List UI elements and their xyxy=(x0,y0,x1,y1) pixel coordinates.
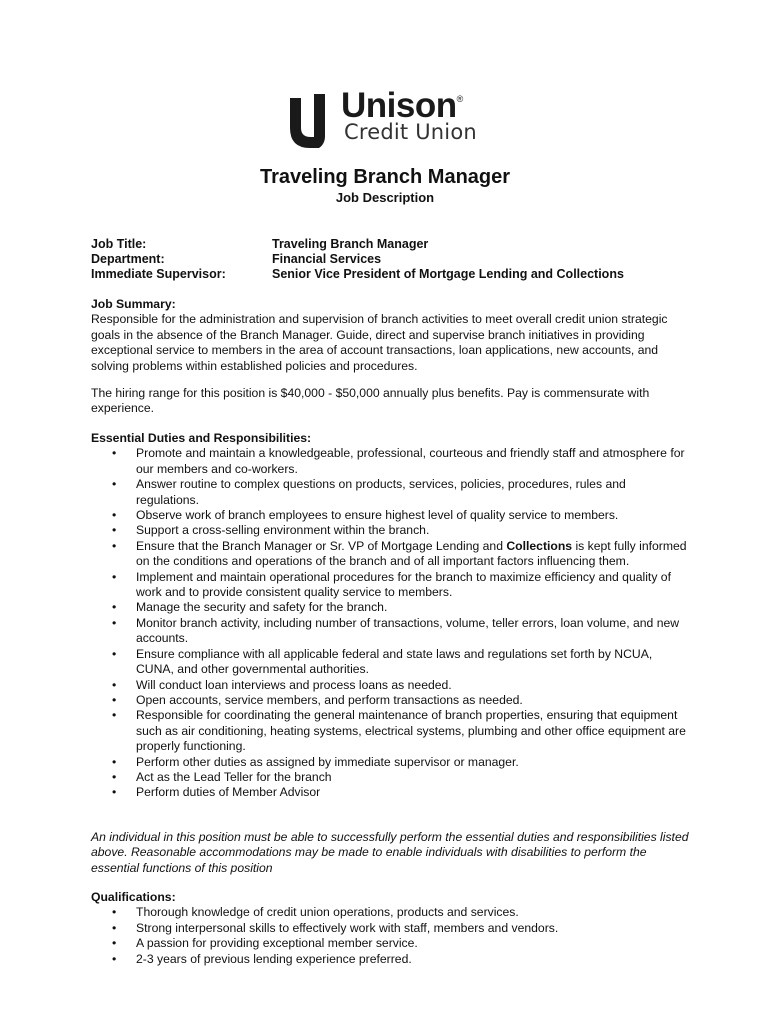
list-item-text-rest: is kept fully informed on the conditions and operations of the branch and of all important factors influencing them. xyxy=(136,538,687,569)
list-item-text: Ensure that the Branch Manager or Sr. VP of Mortgage Lending and xyxy=(136,538,507,553)
department-label: Department: xyxy=(91,252,165,266)
job-title-label: Job Title: xyxy=(91,237,147,251)
list-item: • Will conduct loan interviews and process loans as needed. xyxy=(91,678,691,693)
job-summary-section xyxy=(91,297,691,374)
list-item xyxy=(91,539,691,570)
list-item: • Answer routine to complex questions on products, services, policies, procedures, rules and regulations. xyxy=(91,477,691,508)
list-item: • Promote and maintain a knowledgeable, professional, courteous and friendly staff and atmosphere for our members and co-workers. xyxy=(91,446,691,477)
page-title: Traveling Branch Manager xyxy=(259,166,511,188)
hiring-range-text: The hiring range for this position is $40,000 - $50,000 annually plus benefits. Pay is commensurate with experience. xyxy=(91,386,650,416)
supervisor-label: Immediate Supervisor: xyxy=(91,267,226,281)
list-item: • 2-3 years of previous lending experience preferred. xyxy=(91,952,691,967)
qualifications-heading: Qualifications: xyxy=(91,890,176,904)
list-item: • Open accounts, service members, and perform transactions as needed. xyxy=(91,693,691,708)
duties-list xyxy=(91,446,691,800)
logo-subtitle: Credit Union xyxy=(344,120,477,144)
logo-wordmark: Unison® xyxy=(341,86,463,125)
list-item: • Thorough knowledge of credit union operations, products and services. xyxy=(91,905,691,920)
disclaimer-text: An individual in this position must be able to successfully perform the essential duties and responsibilities listed above. Reasonable accommodations may be made to enable individuals with disabilities to perform the essential functions of this position xyxy=(91,830,689,875)
unison-u-icon xyxy=(288,94,334,148)
list-item: • Observe work of branch employees to ensure highest level of quality service to members. xyxy=(91,508,691,523)
list-item: • A passion for providing exceptional member service. xyxy=(91,936,691,951)
list-item: • Perform other duties as assigned by immediate supervisor or manager. xyxy=(91,755,691,770)
job-summary-text: Responsible for the administration and supervision of branch activities to meet overall credit union strategic goals in the absence of the Branch Manager. Guide, direct and supervise branch initiatives in providing exceptional service to members in the area of account transactions, loan applications, new accounts, and solving problems within established policies and procedures. xyxy=(91,312,668,373)
collections-bold-text: Collections xyxy=(506,538,573,553)
supervisor-value: Senior Vice President of Mortgage Lending and Collections xyxy=(272,267,624,281)
list-item: • Support a cross-selling environment within the branch. xyxy=(91,523,691,538)
list-item: • Monitor branch activity, including number of transactions, volume, teller errors, loan volume, and new accounts. xyxy=(91,616,691,647)
unison-logo xyxy=(288,86,488,150)
duties-heading: Essential Duties and Responsibilities: xyxy=(91,431,312,445)
job-title-value: Traveling Branch Manager xyxy=(272,237,429,251)
job-summary-heading: Job Summary: xyxy=(91,297,176,311)
page-subtitle: Job Description xyxy=(335,190,435,205)
qualifications-list xyxy=(91,905,691,967)
list-item: • Strong interpersonal skills to effectively work with staff, members and vendors. xyxy=(91,921,691,936)
list-item: • Implement and maintain operational procedures for the branch to maximize efficiency and quality of work and to provide consistent quality service to members. xyxy=(91,570,691,601)
list-item: • Perform duties of Member Advisor xyxy=(91,785,691,800)
list-item: • Ensure compliance with all applicable federal and state laws and regulations set forth by NCUA, CUNA, and other governmental authorities. xyxy=(91,647,691,678)
list-item: • Responsible for coordinating the general maintenance of branch properties, ensuring that equipment such as air conditioning, heating systems, electrical systems, plumbing and other office equipment are properly functioning. xyxy=(91,708,691,754)
duties-section xyxy=(91,431,691,801)
list-item: • Act as the Lead Teller for the branch xyxy=(91,770,691,785)
qualifications-section xyxy=(91,890,691,967)
list-item: • Manage the security and safety for the branch. xyxy=(91,600,691,615)
department-value: Financial Services xyxy=(272,252,382,266)
